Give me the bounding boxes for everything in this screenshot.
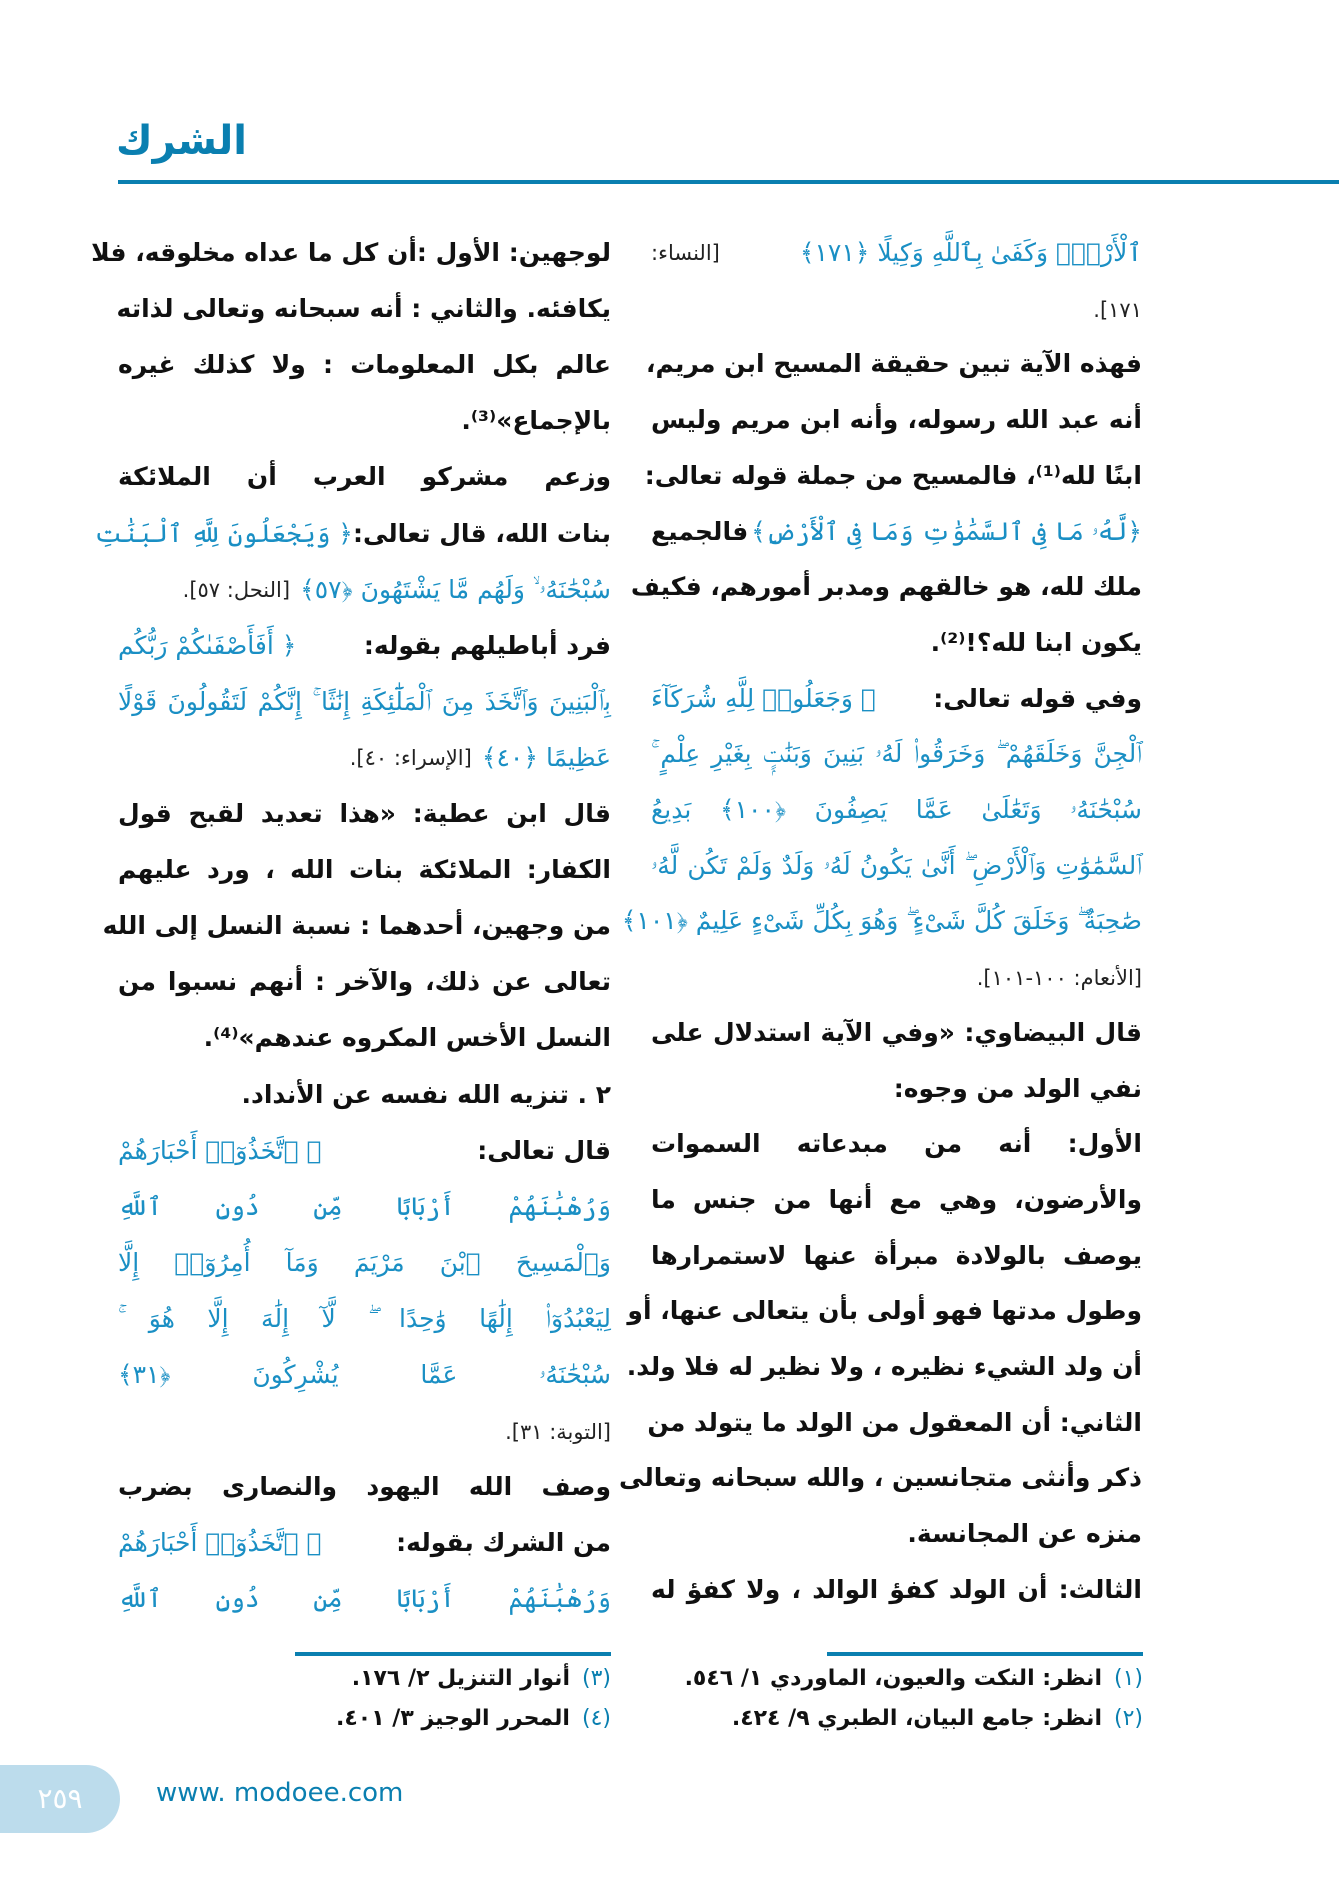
text-line xyxy=(118,563,611,617)
body-text: ذكر وأنثى متجانسين ، والله سبحانه وتعالى xyxy=(619,1463,1142,1493)
footnote-number: (٣) xyxy=(581,1666,611,1691)
text-line xyxy=(118,1516,611,1570)
quran-verse: ﴿ وَيَجْعَلُونَ لِلَّهِ ٱلْبَنَٰتِ xyxy=(94,518,353,548)
text-line xyxy=(647,1396,1142,1450)
body-text: الأول: أنه من مبدعاته السموات xyxy=(651,1129,1142,1159)
body-text: يوصف بالولادة مبرأة عنها لاستمرارها xyxy=(651,1240,1142,1270)
text-line xyxy=(651,393,1142,447)
text-line xyxy=(630,560,1142,614)
text-line xyxy=(118,1236,611,1290)
quran-verse: عَظِيمًا ﴿٤٠﴾ xyxy=(481,742,611,772)
body-text: ابنًا لله⁽¹⁾، فالمسيح من جملة قوله تعالى: xyxy=(644,460,1142,490)
body-text: قال تعالى: xyxy=(477,1135,611,1165)
text-line xyxy=(118,1460,611,1514)
body-text: لوجهين: الأول :أن كل ما عداه مخلوقه، فلا xyxy=(91,238,611,267)
quran-verse: سُبْحَٰنَهُۥ وَتَعَٰلَىٰ عَمَّا يَصِفُونَ ﴿١٠٠﴾ بَدِيعُ xyxy=(651,795,1142,824)
quran-verse: صَٰحِبَةٌ ۖ وَخَلَقَ كُلَّ شَىْءٍ ۖ وَهُوَ بِكُلِّ شَىْءٍ عَلِيمٌ ﴿١٠١﴾ xyxy=(621,906,1142,936)
verse-reference: [النحل: ٥٧]. xyxy=(182,577,291,602)
text-line xyxy=(651,1062,1142,1116)
body-text: من وجهين، أحدهما : نسبة النسل إلى الله xyxy=(102,911,611,941)
body-text: النسل الأخس المكروه عندهم»⁽⁴⁾. xyxy=(203,1023,611,1053)
body-text: تعالى عن ذلك، والآخر : أنهم نسبوا من xyxy=(118,967,611,997)
verse-reference: [النساء: xyxy=(651,241,720,265)
footnote-text: أنوار التنزيل ٢/ ١٧٦. xyxy=(351,1666,570,1691)
text-line xyxy=(651,1006,1142,1060)
text-line xyxy=(118,787,611,841)
header-divider xyxy=(118,180,1339,184)
text-line xyxy=(651,950,1142,1004)
body-text: أن ولد الشيء نظيره ، ولا نظير له فلا ولد. xyxy=(626,1352,1142,1381)
body-text: فهذه الآية تبين حقيقة المسيح ابن مريم، xyxy=(645,349,1142,379)
body-text: وصف الله اليهود والنصارى بضرب xyxy=(118,1472,611,1502)
body-text: ٢ . تنزيه الله نفسه عن الأنداد. xyxy=(241,1079,611,1109)
body-text: يكافئه. والثاني : أنه سبحانه وتعالى لذاته xyxy=(116,294,611,324)
text-line xyxy=(118,955,611,1009)
text-line xyxy=(94,507,611,561)
text-line xyxy=(118,731,611,785)
chapter-title: الشرك xyxy=(116,118,247,164)
text-line xyxy=(651,616,1142,670)
footnote-2 xyxy=(732,1706,1143,1731)
text-line xyxy=(651,1117,1142,1171)
verse-reference: [الأنعام: ١٠٠-١٠١]. xyxy=(976,966,1142,991)
text-line xyxy=(651,226,1142,280)
text-line xyxy=(621,894,1142,948)
text-line xyxy=(626,1340,1142,1394)
footnote-text: المحرر الوجيز ٣/ ٤٠١. xyxy=(335,1706,570,1731)
quran-verse: وَرُهْبَٰنَهُمْ أَرْبَابًا مِّن دُونِ ٱللَّهِ xyxy=(118,1191,611,1221)
text-line xyxy=(627,1284,1142,1338)
text-line xyxy=(645,337,1142,391)
body-text: وفي قوله تعالى: xyxy=(933,683,1142,713)
body-text: نفي الولد من وجوه: xyxy=(893,1073,1142,1103)
verse-reference: ١٧١]. xyxy=(1093,297,1142,322)
text-line xyxy=(651,1229,1142,1283)
body-text: قال البيضاوي: «وفي الآية استدلال على xyxy=(651,1017,1142,1047)
quran-verse: بِٱلْبَنِينَ وَٱتَّخَذَ مِنَ ٱلْمَلَٰٓئِكَةِ إِنَٰثًا ۚ إِنَّكُمْ لَتَقُولُونَ قَوْلًا xyxy=(118,686,611,716)
quran-verse: سُبْحَٰنَهُۥ عَمَّا يُشْرِكُونَ ﴿٣١﴾ xyxy=(118,1360,611,1389)
text-line xyxy=(118,1348,611,1402)
text-line xyxy=(118,282,611,336)
body-text: قال ابن عطية: «هذا تعديد لقبح قول xyxy=(118,799,611,828)
text-line xyxy=(118,619,611,673)
quran-verse: ٱلسَّمَٰوَٰتِ وَٱلْأَرْضِ ۖ أَنَّىٰ يَكُونُ لَهُۥ وَلَدٌ وَلَمْ تَكُن لَّهُۥ xyxy=(651,850,1142,880)
quran-verse: ﴿ أَفَأَصْفَىٰكُمْ رَبُّكُم xyxy=(118,630,297,660)
footnote-4 xyxy=(336,1706,611,1731)
footnote-number: (٤) xyxy=(581,1706,611,1731)
text-line xyxy=(102,899,611,953)
text-line xyxy=(651,783,1142,837)
website-link[interactable]: www. modoee.com xyxy=(156,1778,404,1808)
text-line xyxy=(118,1011,611,1065)
body-text: فالجميع xyxy=(651,516,749,546)
body-text: عالم بكل المعلومات : ولا كذلك غيره xyxy=(118,350,611,380)
text-line xyxy=(118,1124,611,1178)
body-text: أنه عبد الله رسوله، وأنه ابن مريم وليس xyxy=(651,405,1142,435)
verse-reference: [التوبة: ٣١]. xyxy=(505,1420,611,1445)
body-text: فرد أباطيلهم بقوله: xyxy=(363,630,611,660)
text-line xyxy=(118,675,611,729)
body-text: بالإجماع»⁽³⁾. xyxy=(461,406,611,436)
text-line xyxy=(651,727,1142,781)
body-text: الثاني: أن المعقول من الولد ما يتولد من xyxy=(647,1407,1142,1437)
text-line xyxy=(118,338,611,392)
quran-verse: ٱلْأَرْضِۗ وَكَفَىٰ بِٱللَّهِ وَكِيلًا ﴿١٧١﴾ xyxy=(799,238,1142,267)
body-text: منزه عن المجانسة. xyxy=(907,1519,1142,1549)
text-line xyxy=(118,1180,611,1234)
body-text: وطول مدتها فهو أولى بأن يتعالى عنها، أو xyxy=(627,1296,1142,1326)
text-line xyxy=(118,394,611,448)
text-line xyxy=(118,1068,611,1122)
text-line xyxy=(118,1572,611,1626)
footnote-number: (١) xyxy=(1113,1666,1143,1691)
quran-verse: ﴿ ٱتَّخَذُوٓا۟ أَحْبَارَهُمْ xyxy=(118,1528,322,1558)
quran-verse: ﴿ وَجَعَلُوا۟ لِلَّهِ شُرَكَآءَ xyxy=(651,683,876,713)
text-line xyxy=(651,282,1142,336)
footnote-number: (٢) xyxy=(1113,1706,1143,1731)
text-line xyxy=(651,672,1142,726)
body-text: وزعم مشركو العرب أن الملائكة xyxy=(118,462,611,492)
text-line xyxy=(651,1507,1142,1561)
text-line xyxy=(644,449,1142,503)
footnote-text: انظر: جامع البيان، الطبري ٩/ ٤٢٤. xyxy=(731,1706,1102,1731)
quran-verse: وَٱلْمَسِيحَ ٱبْنَ مَرْيَمَ وَمَآ أُمِرُوٓا۟ إِلَّا xyxy=(118,1247,611,1277)
text-line xyxy=(118,1404,611,1458)
text-line xyxy=(91,226,611,280)
text-line xyxy=(651,1563,1142,1617)
page-number: ٢٥٩ xyxy=(0,1765,120,1833)
text-line xyxy=(118,450,611,504)
footnote-3 xyxy=(352,1666,611,1691)
text-line xyxy=(118,1292,611,1346)
text-line xyxy=(651,1173,1142,1227)
text-line xyxy=(651,505,1142,559)
body-text: بنات الله، قال تعالى: xyxy=(352,518,611,548)
body-text: والأرضون، وهي مع أنها من جنس ما xyxy=(651,1184,1142,1214)
text-line xyxy=(118,843,611,897)
quran-verse: وَرُهْبَٰنَهُمْ أَرْبَابًا مِّن دُونِ ٱللَّهِ xyxy=(118,1584,611,1614)
body-text: ملك لله، هو خالقهم ومدبر أمورهم، فكيف xyxy=(630,572,1142,602)
footnote-divider-right xyxy=(827,1652,1143,1656)
text-line xyxy=(651,839,1142,893)
body-text: من الشرك بقوله: xyxy=(396,1528,611,1558)
text-line xyxy=(619,1451,1142,1505)
quran-verse: سُبْحَٰنَهُۥ ۙ وَلَهُم مَّا يَشْتَهُونَ ﴿٥٧﴾ xyxy=(300,574,611,604)
footnote-text: انظر: النكت والعيون، الماوردي ١/ ٥٤٦. xyxy=(684,1666,1102,1691)
body-text: يكون ابنا لله؟!⁽²⁾. xyxy=(930,627,1142,657)
quran-verse: ٱلْجِنَّ وَخَلَقَهُمْ ۖ وَخَرَقُوا۟ لَهُۥ بَنِينَ وَبَنَٰتٍۭ بِغَيْرِ عِلْمٍ ۚ xyxy=(651,739,1142,769)
quran-verse: ﴿ ٱتَّخَذُوٓا۟ أَحْبَارَهُمْ xyxy=(118,1135,322,1165)
quran-verse: ﴿لَّهُۥ مَا فِى ٱلسَّمَٰوَٰتِ وَمَا فِى ٱلْأَرْضِ﴾ xyxy=(751,516,1142,546)
footnote-divider-left xyxy=(295,1652,611,1656)
footnote-1 xyxy=(685,1666,1143,1691)
quran-verse: لِيَعْبُدُوٓا۟ إِلَٰهًا وَٰحِدًا ۖ لَّآ إِلَٰهَ إِلَّا هُوَ ۚ xyxy=(118,1303,611,1333)
verse-reference: [الإسراء: ٤٠]. xyxy=(349,745,472,770)
body-text: الثالث: أن الولد كفؤ الوالد ، ولا كفؤ له xyxy=(651,1574,1142,1604)
body-text: الكفار: الملائكة بنات الله ، ورد عليهم xyxy=(118,855,611,885)
